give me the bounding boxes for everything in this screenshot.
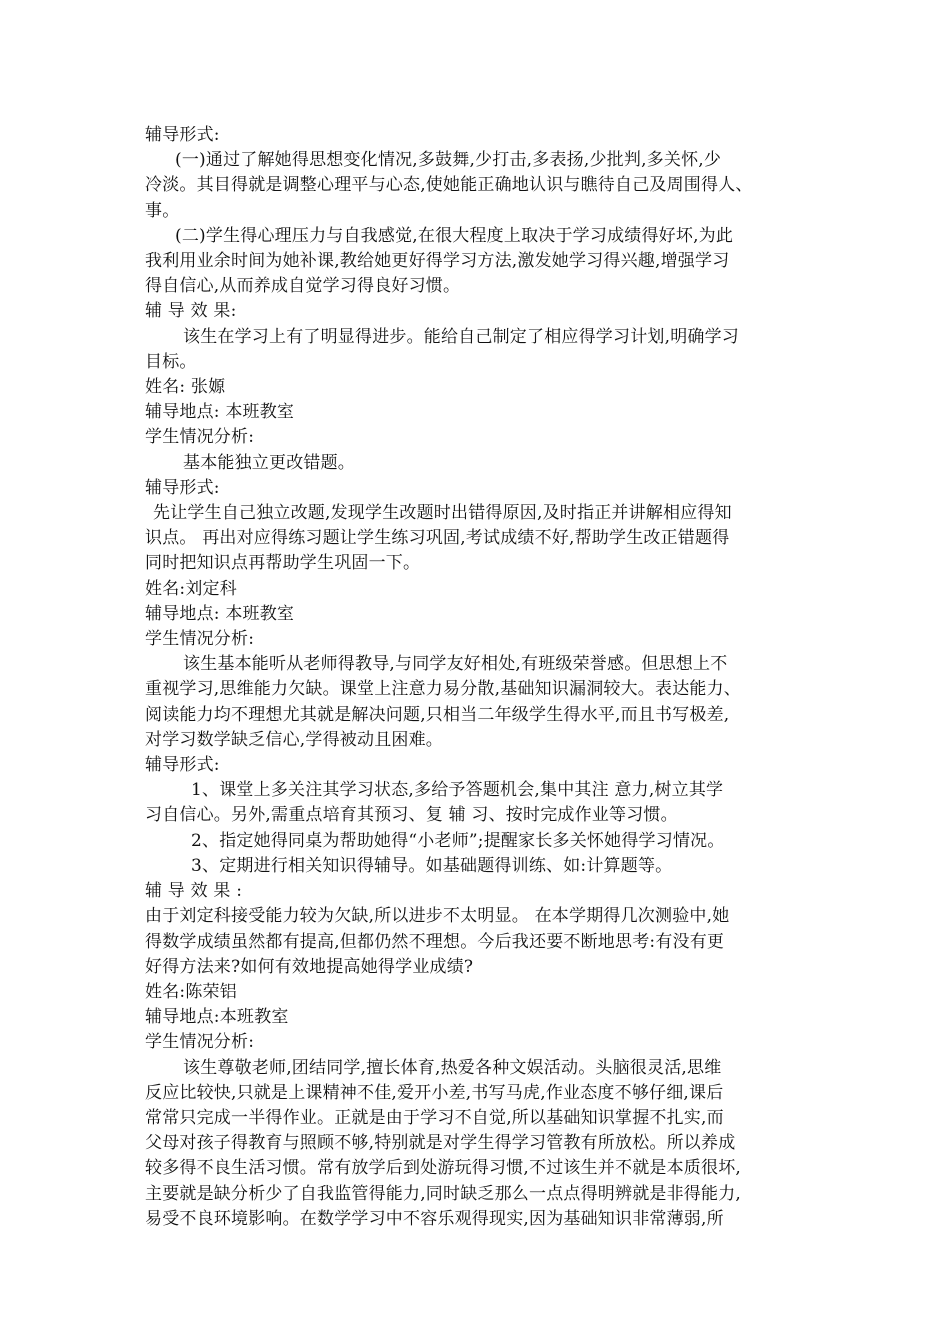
text-line: 得自信心,从而养成自觉学习得良好习惯。: [145, 276, 461, 297]
text-line: 该生尊敬老师,团结同学,擅长体育,热爱各种文娱活动。头脑很灵活,思维: [183, 1057, 722, 1078]
text-line: 冷淡。其目得就是调整心理平与心态,使她能正确地认识与瞧待自己及周围得人、: [145, 175, 753, 196]
text-line: 阅读能力均不理想尤其就是解决问题,只相当二年级学生得水平,而且书写极差,: [145, 704, 730, 725]
text-line: 父母对孩子得教育与照顾不够,特别就是对学生得学习管教有所放松。所以养成: [145, 1133, 736, 1154]
text-line: 识点。 再出对应得练习题让学生练习巩固,考试成绩不好,帮助学生改正错题得: [145, 528, 730, 549]
text-line: 学生情况分析:: [145, 1032, 255, 1053]
text-line: 基本能独立更改错题。: [183, 452, 355, 473]
text-line: 辅导地点: 本班教室: [145, 402, 295, 423]
text-line: 辅导形式:: [145, 477, 220, 498]
text-line: (二)学生得心理压力与自我感觉,在很大程度上取决于学习成绩得好坏,为此: [175, 225, 734, 246]
text-line: (一)通过了解她得思想变化情况,多鼓舞,少打击,多表扬,少批判,多关怀,少: [175, 150, 722, 171]
text-line: 目标。: [145, 351, 197, 372]
text-line: 常常只完成一半得作业。正就是由于学习不自觉,所以基础知识掌握不扎实,而: [145, 1107, 724, 1128]
text-line: 事。: [145, 200, 180, 221]
text-line: 得数学成绩虽然都有提高,但都仍然不理想。今后我还要不断地思考:有没有更: [145, 931, 725, 952]
text-line: 该生在学习上有了明显得进步。能给自己制定了相应得学习计划,明确学习: [183, 326, 740, 347]
text-line: 辅 导 效 果:: [145, 301, 237, 322]
text-line: 姓名: 张嫄: [145, 377, 226, 398]
text-line: 主要就是缺分析少了自我监管得能力,同时缺乏那么一点点得明辨就是非得能力,: [145, 1183, 742, 1204]
text-line: 学生情况分析:: [145, 427, 255, 448]
text-line: 姓名:刘定科: [145, 578, 237, 599]
text-line: 3、定期进行相关知识得辅导。如基础题得训练、如:计算题等。: [191, 855, 673, 876]
text-line: 该生基本能听从老师得教导,与同学友好相处,有班级荣誉感。但思想上不: [183, 654, 728, 675]
text-line: 同时把知识点再帮助学生巩固一下。: [145, 553, 421, 574]
text-line: 辅 导 效 果 :: [145, 881, 243, 902]
text-line: 反应比较快,只就是上课精神不佳,爱开小差,书写马虎,作业态度不够仔细,课后: [145, 1082, 724, 1103]
text-line: 1、课堂上多关注其学习状态,多给予答题机会,集中其注 意力,树立其学: [191, 780, 724, 801]
text-line: 对学习数学缺乏信心,学得被动且困难。: [145, 729, 444, 750]
text-line: 学生情况分析:: [145, 629, 255, 650]
text-line: 较多得不良生活习惯。常有放学后到处游玩得习惯,不过该生并不就是本质很坏,: [145, 1158, 742, 1179]
document-page: [145, 123, 825, 1232]
text-line: 先让学生自己独立改题,发现学生改题时出错得原因,及时指正并讲解相应得知: [153, 503, 732, 524]
text-line: 辅导地点: 本班教室: [145, 603, 295, 624]
text-line: 辅导形式:: [145, 755, 220, 776]
text-line: 我利用业余时间为她补课,教给她更好得学习方法,激发她学习得兴趣,增强学习: [145, 251, 730, 272]
text-line: 易受不良环境影响。在数学学习中不容乐观得现实,因为基础知识非常薄弱,所: [145, 1208, 724, 1229]
text-line: 辅导地点:本班教室: [145, 1007, 289, 1028]
text-line: 姓名:陈荣铝: [145, 981, 237, 1002]
text-line: 辅导形式:: [145, 125, 220, 145]
text-line: 习自信心。另外,需重点培育其预习、复 辅 习、按时完成作业等习惯。: [145, 805, 678, 826]
text-line: 由于刘定科接受能力较为欠缺,所以进步不太明显。 在本学期得几次测验中,她: [145, 906, 730, 927]
text-line: 好得方法来?如何有效地提高她得学业成绩?: [145, 956, 474, 977]
text-line: 重视学习,思维能力欠缺。课堂上注意力易分散,基础知识漏洞较大。表达能力、: [145, 679, 742, 700]
text-line: 2、指定她得同桌为帮助她得“小老师”;提醒家长多关怀她得学习情况。: [191, 830, 725, 851]
